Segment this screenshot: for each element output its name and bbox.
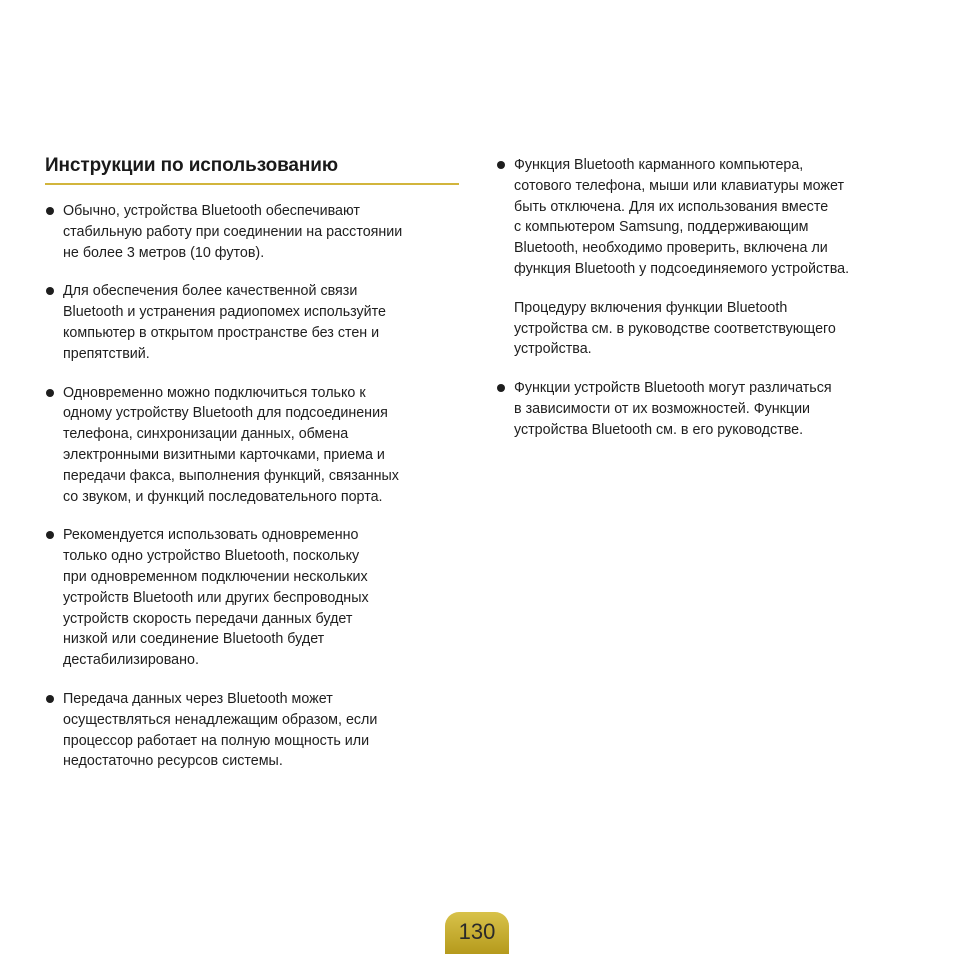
- list-item: [45, 281, 459, 364]
- text-line: передачи факса, выполнения функций, связанных: [63, 467, 399, 484]
- text-line: дестабилизировано.: [63, 652, 199, 669]
- text-line: Передача данных через Bluetooth может: [63, 690, 333, 707]
- text-line: одному устройству Bluetooth для подсоединения: [63, 405, 388, 422]
- text-line: Обычно, устройства Bluetooth обеспечивают: [63, 203, 360, 219]
- text-line: функция Bluetooth у подсоединяемого устройства.: [514, 260, 850, 277]
- text-line: компьютер в открытом пространстве без стен и: [63, 324, 380, 341]
- page-number-badge: [445, 912, 509, 954]
- bullet-icon: [46, 389, 54, 397]
- text-line: Процедуру включения функции Bluetooth: [514, 299, 788, 316]
- sub-paragraph: [514, 298, 916, 360]
- list-item: [45, 525, 459, 671]
- text-line: устройств скорость передачи данных будет: [63, 610, 353, 627]
- text-line: Функции устройств Bluetooth могут различаться: [514, 380, 832, 397]
- bullet-icon: [46, 695, 54, 703]
- text-line: быть отключена. Для их использования вместе: [514, 198, 829, 215]
- text-line: с компьютером Samsung, поддерживающим: [514, 219, 809, 236]
- text-line: осуществляться ненадлежащим образом, если: [63, 711, 378, 728]
- text-line: при одновременном подключении нескольких: [63, 568, 368, 585]
- text-line: телефона, синхронизации данных, обмена: [63, 426, 349, 443]
- text-line: сотового телефона, мыши или клавиатуры может: [514, 177, 845, 194]
- list-item: [496, 155, 916, 360]
- text-line: устройства см. в руководстве соответствующего: [514, 320, 836, 337]
- text-line: процессор работает на полную мощность или: [63, 732, 370, 749]
- text-line: только одно устройство Bluetooth, поскольку: [63, 548, 360, 565]
- text-line: препятствий.: [63, 345, 150, 362]
- bullet-icon: [497, 384, 505, 392]
- right-column: [496, 153, 916, 459]
- list-item: [45, 383, 459, 508]
- text-line: Функция Bluetooth карманного компьютера,: [514, 157, 804, 173]
- text-line: устройств Bluetooth или других беспроводных: [63, 589, 369, 606]
- left-column: [45, 153, 459, 790]
- text-line: Bluetooth, необходимо проверить, включена ли: [514, 240, 828, 257]
- text-line: низкой или соединение Bluetooth будет: [63, 631, 325, 648]
- text-line: Для обеспечения более качественной связи: [63, 283, 358, 300]
- text-line: Рекомендуется использовать одновременно: [63, 527, 359, 544]
- list-item: [496, 378, 916, 440]
- text-line: стабильную работу при соединении на расстоянии: [63, 223, 403, 240]
- bullet-icon: [46, 207, 54, 215]
- page-number: 130: [458, 919, 496, 944]
- bullet-icon: [46, 531, 54, 539]
- bullet-icon: [497, 161, 505, 169]
- text-line: не более 3 метров (10 футов).: [63, 244, 265, 261]
- text-line: недостаточно ресурсов системы.: [63, 753, 283, 770]
- text-line: устройства.: [514, 341, 592, 358]
- text-line: Bluetooth и устранения радиопомех используйте: [63, 304, 387, 321]
- text-line: устройства Bluetooth см. в его руководстве.: [514, 421, 804, 438]
- text-line: Одновременно можно подключиться только к: [63, 384, 366, 401]
- section-title: Инструкции по использованию: [45, 153, 459, 185]
- list-item: [45, 689, 459, 772]
- list-item: [45, 201, 459, 263]
- bullet-icon: [46, 287, 54, 295]
- text-line: в зависимости от их возможностей. Функции: [514, 400, 811, 417]
- text-line: со звуком, и функций последовательного порта.: [63, 488, 383, 505]
- text-line: электронными визитными карточками, приема и: [63, 446, 385, 463]
